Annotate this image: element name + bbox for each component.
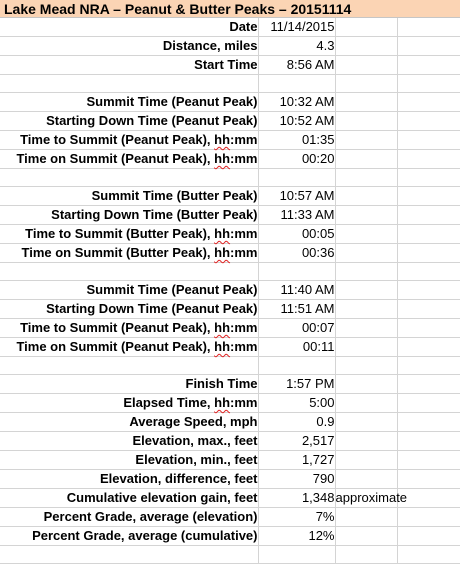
table-row bbox=[0, 75, 460, 93]
row-label-cell[interactable]: Percent Grade, average (elevation) bbox=[0, 508, 258, 527]
table-row bbox=[0, 93, 460, 112]
table-row bbox=[0, 244, 460, 263]
row-note-cell[interactable] bbox=[335, 546, 397, 564]
row-value-cell[interactable]: 11/14/2015 bbox=[258, 18, 335, 37]
table-row bbox=[0, 112, 460, 131]
table-row bbox=[0, 489, 460, 508]
empty-cell[interactable] bbox=[397, 319, 460, 338]
empty-cell[interactable] bbox=[397, 206, 460, 225]
spellcheck-underlined-word: hh bbox=[214, 339, 231, 354]
row-note-cell[interactable] bbox=[335, 470, 397, 489]
row-note-cell[interactable] bbox=[335, 281, 397, 300]
spellcheck-underlined-word: hh bbox=[214, 226, 231, 241]
row-label-suffix: :mm bbox=[230, 245, 258, 260]
row-label-cell[interactable]: Summit Time (Peanut Peak) bbox=[0, 281, 258, 300]
empty-cell[interactable] bbox=[397, 546, 460, 564]
empty-cell[interactable] bbox=[397, 432, 460, 451]
spellcheck-underlined-word: hh bbox=[214, 245, 231, 260]
table-row bbox=[0, 413, 460, 432]
sheet-title[interactable]: Lake Mead NRA – Peanut & Butter Peaks – 20151114 bbox=[0, 0, 460, 18]
empty-cell[interactable] bbox=[397, 413, 460, 432]
row-label-text: Time to Summit (Peanut Peak), bbox=[20, 320, 215, 335]
row-value-cell[interactable]: 00:36 bbox=[258, 244, 335, 263]
row-value-cell[interactable]: 8:56 AM bbox=[258, 56, 335, 75]
row-value-cell[interactable] bbox=[258, 263, 335, 281]
row-label-cell[interactable] bbox=[0, 225, 258, 244]
row-label-cell[interactable] bbox=[0, 357, 258, 375]
row-label-cell[interactable] bbox=[0, 131, 258, 150]
row-note-cell[interactable] bbox=[335, 508, 397, 527]
row-value-cell[interactable]: 00:20 bbox=[258, 150, 335, 169]
row-value-cell[interactable] bbox=[258, 75, 335, 93]
empty-cell[interactable] bbox=[397, 394, 460, 413]
spellcheck-underlined-word: hh bbox=[214, 320, 231, 335]
row-label-text: Time to Summit (Peanut Peak), bbox=[20, 132, 215, 147]
empty-cell[interactable] bbox=[397, 244, 460, 263]
empty-cell[interactable] bbox=[397, 150, 460, 169]
empty-cell[interactable] bbox=[397, 131, 460, 150]
row-label-cell[interactable] bbox=[0, 546, 258, 564]
row-value-cell[interactable]: 00:05 bbox=[258, 225, 335, 244]
row-value-cell[interactable]: 01:35 bbox=[258, 131, 335, 150]
row-value-cell[interactable]: 11:51 AM bbox=[258, 300, 335, 319]
row-label-cell[interactable]: Starting Down Time (Peanut Peak) bbox=[0, 112, 258, 131]
row-value-cell[interactable]: 5:00 bbox=[258, 394, 335, 413]
row-note-cell[interactable] bbox=[335, 75, 397, 93]
empty-cell[interactable] bbox=[397, 187, 460, 206]
row-note-cell[interactable] bbox=[335, 300, 397, 319]
row-value-cell[interactable] bbox=[258, 546, 335, 564]
row-note-cell[interactable] bbox=[335, 150, 397, 169]
spellcheck-underlined-word: hh bbox=[214, 395, 231, 410]
row-label-cell[interactable] bbox=[0, 263, 258, 281]
row-note-cell[interactable] bbox=[335, 37, 397, 56]
empty-cell[interactable] bbox=[397, 18, 460, 37]
row-label-text: Time on Summit (Butter Peak), bbox=[21, 245, 215, 260]
row-note-cell[interactable] bbox=[335, 432, 397, 451]
row-label-cell[interactable]: Percent Grade, average (cumulative) bbox=[0, 527, 258, 546]
row-label-text: Elapsed Time, bbox=[123, 395, 215, 410]
row-label-text: Time to Summit (Butter Peak), bbox=[25, 226, 215, 241]
table-row bbox=[0, 508, 460, 527]
empty-cell[interactable] bbox=[397, 225, 460, 244]
row-label-cell[interactable]: Finish Time bbox=[0, 375, 258, 394]
row-note-cell[interactable] bbox=[335, 357, 397, 375]
row-label-cell[interactable]: Summit Time (Peanut Peak) bbox=[0, 93, 258, 112]
row-value-cell[interactable]: 12% bbox=[258, 527, 335, 546]
row-note-cell[interactable] bbox=[335, 93, 397, 112]
empty-cell[interactable] bbox=[397, 169, 460, 187]
empty-cell[interactable] bbox=[397, 357, 460, 375]
row-label-text: Time on Summit (Peanut Peak), bbox=[16, 339, 215, 354]
table-row bbox=[0, 56, 460, 75]
spellcheck-underlined-word: hh bbox=[214, 132, 231, 147]
row-note-cell[interactable] bbox=[335, 394, 397, 413]
empty-cell[interactable] bbox=[397, 375, 460, 394]
table-row bbox=[0, 131, 460, 150]
row-value-cell[interactable]: 1,727 bbox=[258, 451, 335, 470]
table-row bbox=[0, 263, 460, 281]
row-label-suffix: :mm bbox=[230, 395, 258, 410]
table-row bbox=[0, 394, 460, 413]
row-label-cell[interactable] bbox=[0, 169, 258, 187]
empty-cell[interactable] bbox=[397, 56, 460, 75]
row-label-cell[interactable]: Cumulative elevation gain, feet bbox=[0, 489, 258, 508]
row-label-cell[interactable]: Date bbox=[0, 18, 258, 37]
table-row bbox=[0, 546, 460, 564]
table-row bbox=[0, 281, 460, 300]
empty-cell[interactable] bbox=[397, 112, 460, 131]
row-label-suffix: :mm bbox=[230, 339, 258, 354]
row-label-suffix: :mm bbox=[230, 151, 258, 166]
empty-cell[interactable] bbox=[397, 527, 460, 546]
row-note-cell[interactable] bbox=[335, 413, 397, 432]
table-row bbox=[0, 432, 460, 451]
table-row bbox=[0, 319, 460, 338]
row-value-cell[interactable]: 00:07 bbox=[258, 319, 335, 338]
row-label-cell[interactable] bbox=[0, 394, 258, 413]
row-label-suffix: :mm bbox=[230, 132, 258, 147]
row-note-cell[interactable] bbox=[335, 244, 397, 263]
row-value-cell[interactable]: 7% bbox=[258, 508, 335, 527]
empty-cell[interactable] bbox=[397, 93, 460, 112]
row-note-cell[interactable]: approximate bbox=[335, 489, 397, 508]
row-value-cell[interactable]: 0.9 bbox=[258, 413, 335, 432]
table-row bbox=[0, 451, 460, 470]
table-row bbox=[0, 225, 460, 244]
row-note-cell[interactable] bbox=[335, 225, 397, 244]
table-row bbox=[0, 206, 460, 225]
table-row bbox=[0, 338, 460, 357]
row-label-cell[interactable]: Starting Down Time (Peanut Peak) bbox=[0, 300, 258, 319]
empty-cell[interactable] bbox=[397, 37, 460, 56]
row-note-cell[interactable] bbox=[335, 131, 397, 150]
row-value-cell[interactable]: 00:11 bbox=[258, 338, 335, 357]
row-note-cell[interactable] bbox=[335, 187, 397, 206]
row-label-cell[interactable]: Starting Down Time (Butter Peak) bbox=[0, 206, 258, 225]
row-note-cell[interactable] bbox=[335, 319, 397, 338]
row-value-cell[interactable]: 1:57 PM bbox=[258, 375, 335, 394]
row-value-cell[interactable]: 2,517 bbox=[258, 432, 335, 451]
table-body bbox=[0, 18, 460, 564]
row-note-cell[interactable] bbox=[335, 169, 397, 187]
table-row bbox=[0, 150, 460, 169]
empty-cell[interactable] bbox=[397, 470, 460, 489]
row-value-cell[interactable]: 10:32 AM bbox=[258, 93, 335, 112]
row-label-cell[interactable] bbox=[0, 150, 258, 169]
row-note-cell[interactable] bbox=[335, 338, 397, 357]
empty-cell[interactable] bbox=[397, 451, 460, 470]
row-value-cell[interactable] bbox=[258, 169, 335, 187]
row-value-cell[interactable] bbox=[258, 357, 335, 375]
empty-cell[interactable] bbox=[397, 508, 460, 527]
empty-cell[interactable] bbox=[397, 300, 460, 319]
data-table bbox=[0, 18, 460, 564]
row-value-cell[interactable]: 790 bbox=[258, 470, 335, 489]
row-label-cell[interactable] bbox=[0, 338, 258, 357]
row-label-cell[interactable]: Summit Time (Butter Peak) bbox=[0, 187, 258, 206]
row-label-cell[interactable]: Distance, miles bbox=[0, 37, 258, 56]
row-note-cell[interactable] bbox=[335, 527, 397, 546]
row-label-cell[interactable]: Elevation, min., feet bbox=[0, 451, 258, 470]
row-label-cell[interactable] bbox=[0, 244, 258, 263]
empty-cell[interactable] bbox=[397, 281, 460, 300]
table-row bbox=[0, 470, 460, 489]
table-row bbox=[0, 169, 460, 187]
empty-cell[interactable] bbox=[397, 263, 460, 281]
row-value-cell[interactable]: 4.3 bbox=[258, 37, 335, 56]
row-label-cell[interactable] bbox=[0, 75, 258, 93]
spellcheck-underlined-word: hh bbox=[214, 151, 231, 166]
row-value-cell[interactable]: 1,348 bbox=[258, 489, 335, 508]
row-note-cell[interactable] bbox=[335, 56, 397, 75]
table-row bbox=[0, 300, 460, 319]
row-value-cell[interactable]: 10:57 AM bbox=[258, 187, 335, 206]
table-row bbox=[0, 18, 460, 37]
row-label-cell[interactable]: Elevation, difference, feet bbox=[0, 470, 258, 489]
row-value-cell[interactable]: 10:52 AM bbox=[258, 112, 335, 131]
row-note-cell[interactable] bbox=[335, 18, 397, 37]
row-note-cell[interactable] bbox=[335, 451, 397, 470]
table-row bbox=[0, 187, 460, 206]
row-label-cell[interactable]: Elevation, max., feet bbox=[0, 432, 258, 451]
row-note-cell[interactable] bbox=[335, 112, 397, 131]
table-row bbox=[0, 527, 460, 546]
empty-cell[interactable] bbox=[397, 338, 460, 357]
row-label-suffix: :mm bbox=[230, 320, 258, 335]
row-note-cell[interactable] bbox=[335, 206, 397, 225]
row-note-cell[interactable] bbox=[335, 263, 397, 281]
row-label-text: Time on Summit (Peanut Peak), bbox=[16, 151, 215, 166]
row-label-suffix: :mm bbox=[230, 226, 258, 241]
empty-cell[interactable] bbox=[397, 75, 460, 93]
row-value-cell[interactable]: 11:40 AM bbox=[258, 281, 335, 300]
row-note-cell[interactable] bbox=[335, 375, 397, 394]
table-row bbox=[0, 375, 460, 394]
table-row bbox=[0, 37, 460, 56]
row-label-cell[interactable]: Start Time bbox=[0, 56, 258, 75]
row-value-cell[interactable]: 11:33 AM bbox=[258, 206, 335, 225]
row-label-cell[interactable]: Average Speed, mph bbox=[0, 413, 258, 432]
row-label-cell[interactable] bbox=[0, 319, 258, 338]
table-row bbox=[0, 357, 460, 375]
